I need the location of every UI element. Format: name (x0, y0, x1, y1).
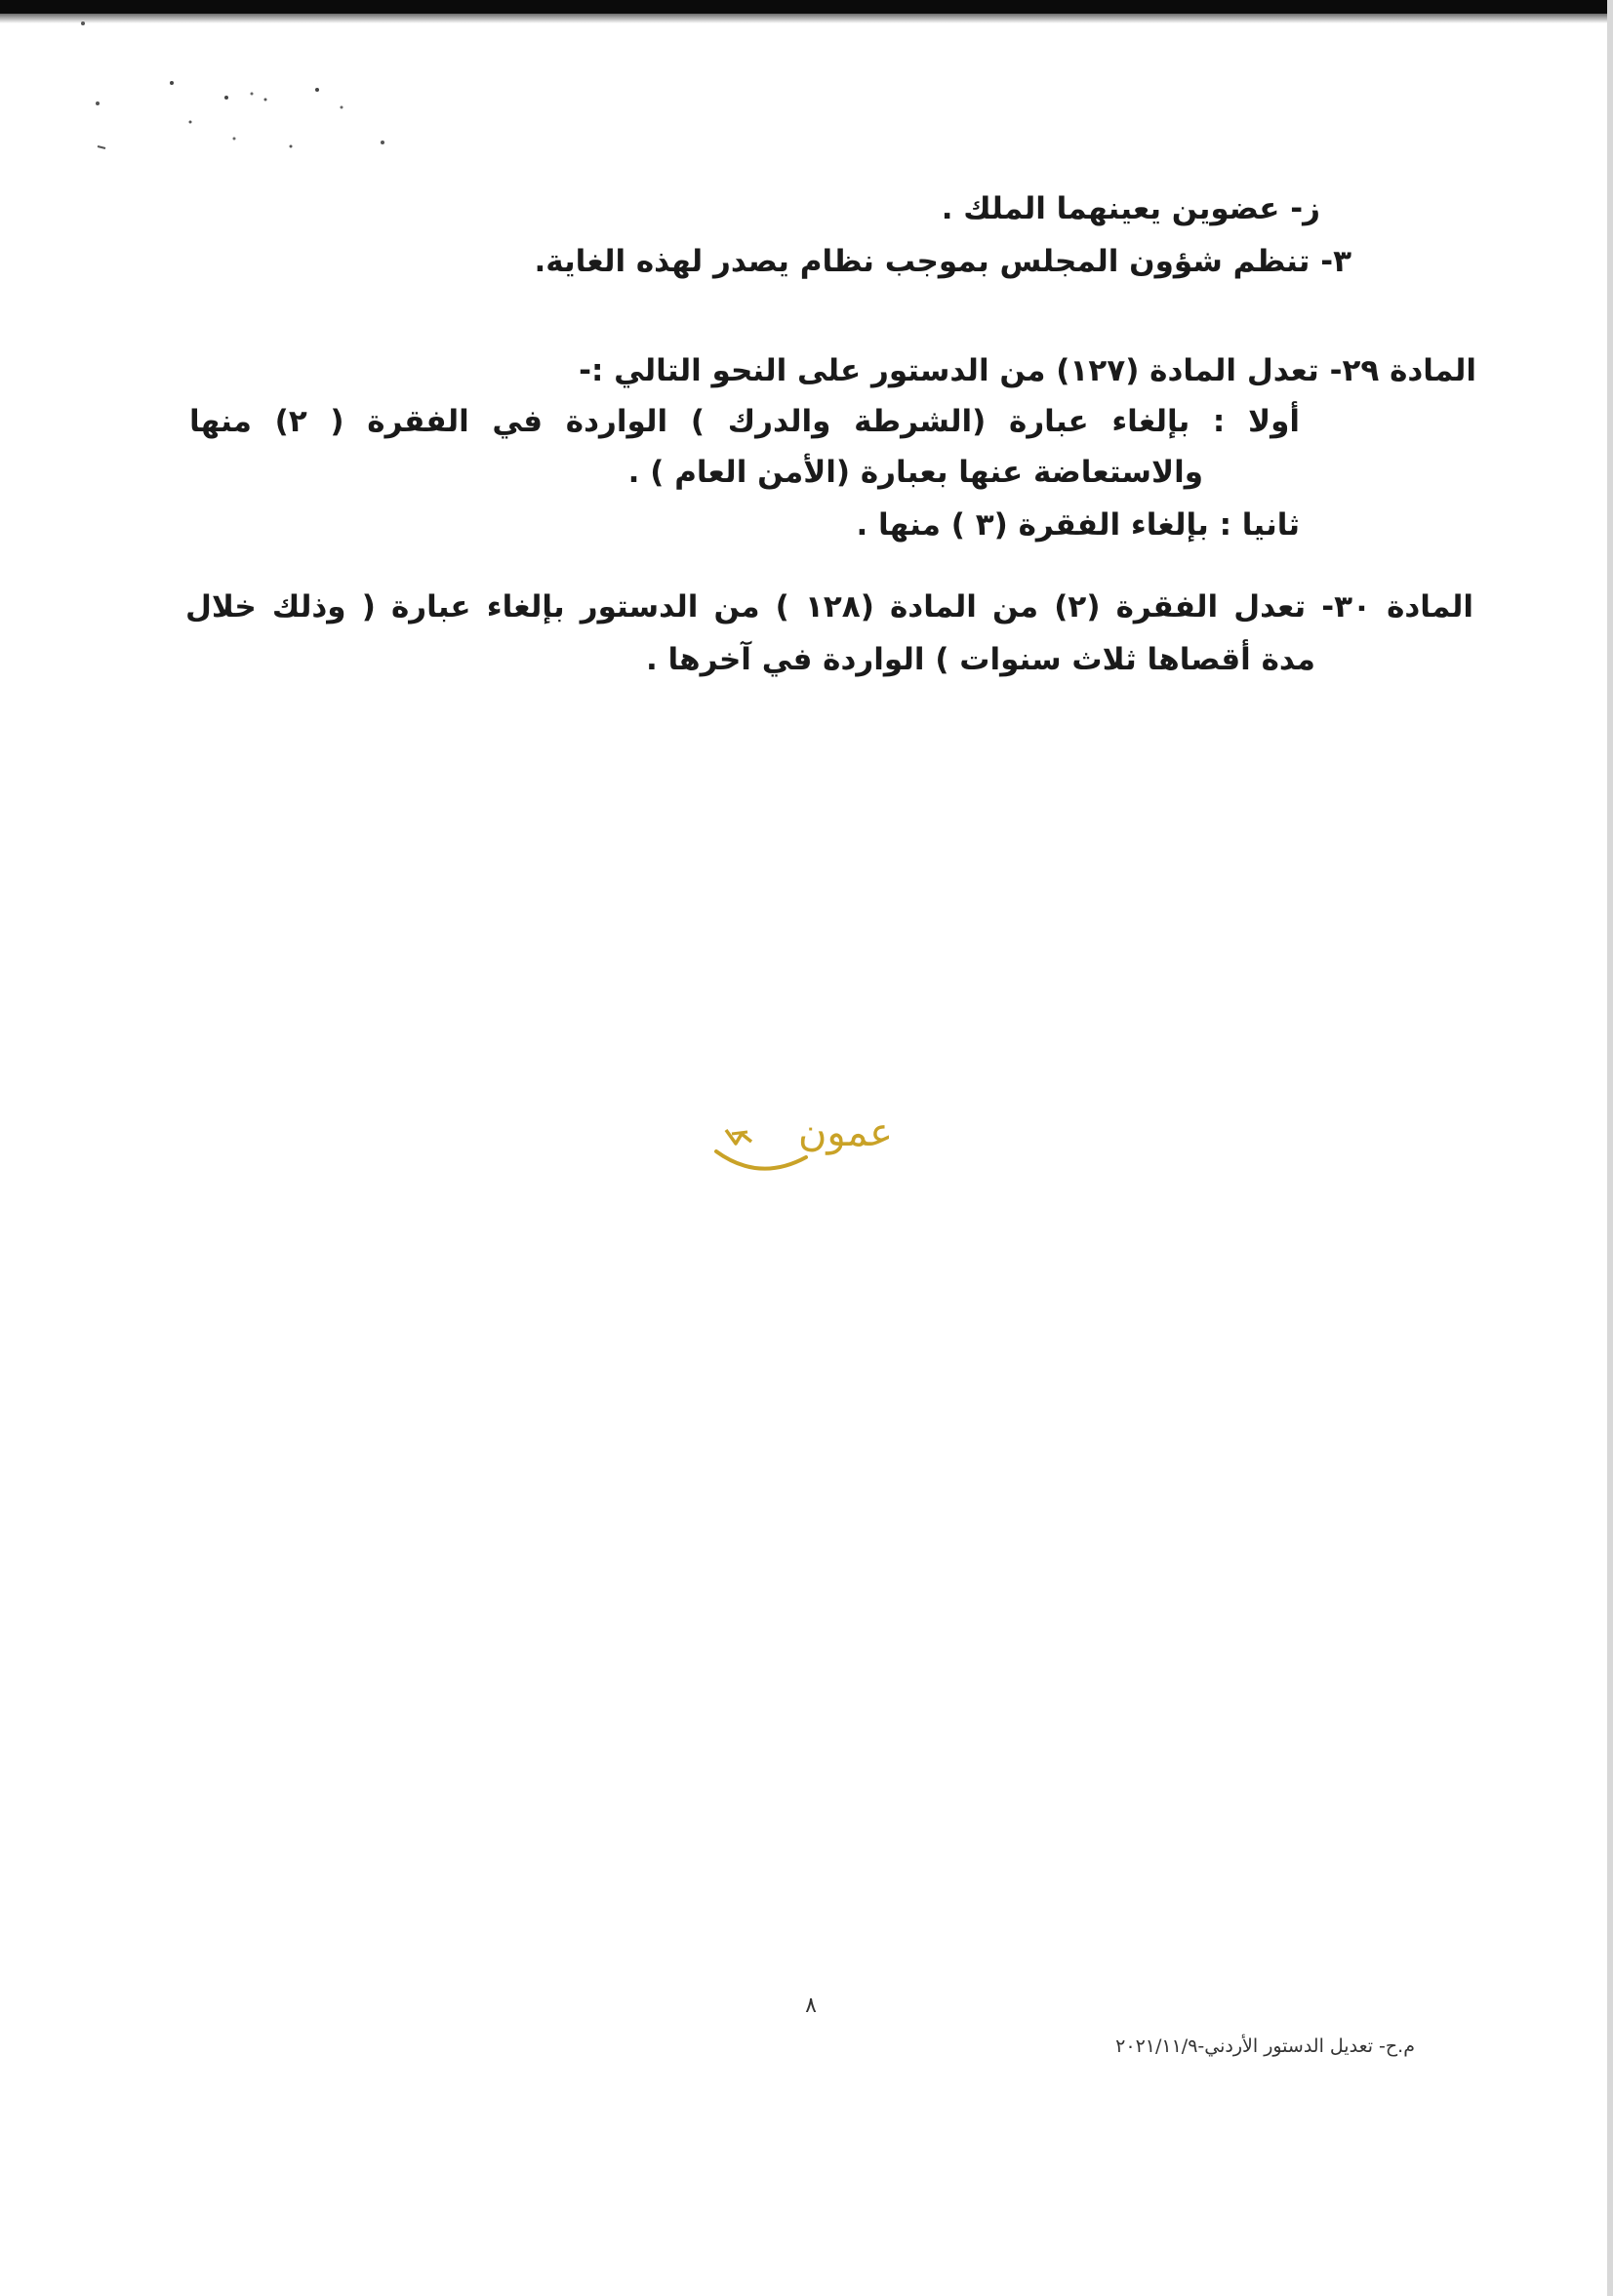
scan-specks (0, 0, 410, 176)
footer-reference: م.ح- تعديل الدستور الأردني-٢٠٢١/١١/٩ (1115, 2035, 1415, 2057)
line-article-29-heading: المادة ٢٩- تعدل المادة (١٢٧) من الدستور على النحو التالي :- (579, 353, 1476, 388)
line-article-30-heading: المادة ٣٠- تعدل الفقرة (٢) من المادة (١٢٨ ) من الدستور بإلغاء عبارة ( وذلك خلال (185, 589, 1473, 624)
line-clause-3: ٣- تنظم شؤون المجلس بموجب نظام يصدر لهذه الغاية. (534, 244, 1351, 279)
scan-right-edge (1607, 0, 1613, 2296)
amon-watermark-logo (712, 1110, 907, 1179)
watermark-text: عمون (798, 1110, 894, 1155)
line-article-30-continuation: مدة أقصاها ثلاث سنوات ) الواردة في آخرها . (645, 642, 1315, 677)
line-article-29-first: أولا : بإلغاء عبارة (الشرطة والدرك ) الواردة في الفقرة ( ٢) منها (189, 404, 1300, 439)
page-number: ٨ (805, 1994, 817, 2018)
line-clause-z: ز- عضوين يعينهما الملك . (941, 191, 1320, 226)
line-article-29-second: ثانيا : بإلغاء الفقرة (٣ ) منها . (856, 507, 1300, 543)
line-article-29-substitution: والاستعاضة عنها بعبارة (الأمن العام ) . (627, 455, 1203, 490)
watermark-swoosh (712, 1110, 907, 1179)
